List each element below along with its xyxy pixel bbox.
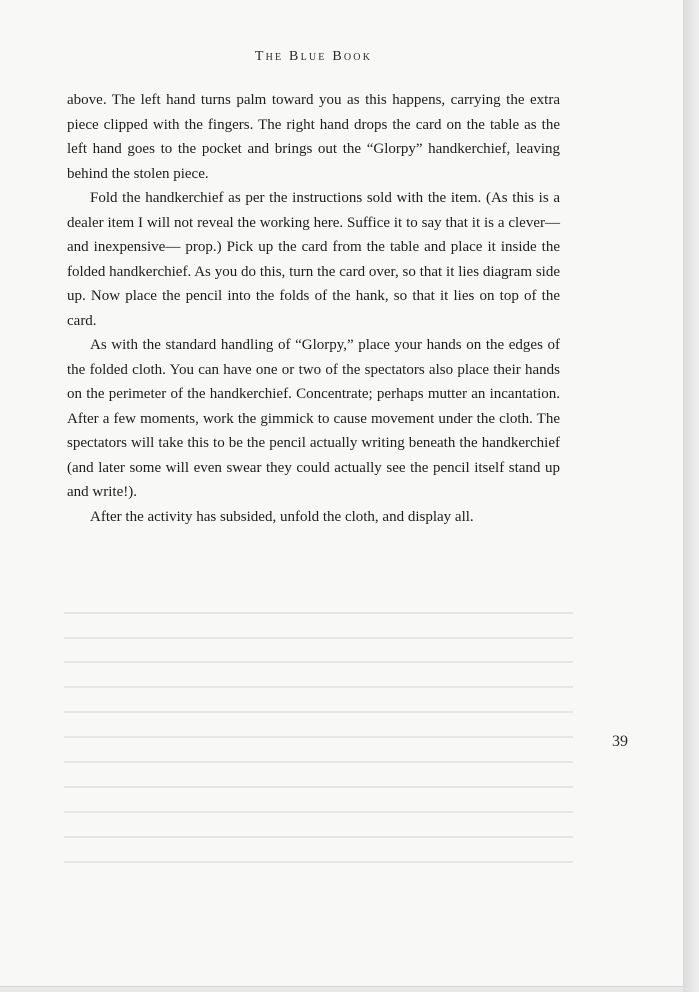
show-through-line bbox=[64, 736, 573, 738]
show-through-line bbox=[64, 637, 573, 639]
body-text bbox=[67, 88, 560, 529]
show-through-line bbox=[64, 786, 573, 788]
page-edge bbox=[683, 0, 699, 992]
show-through-line bbox=[64, 861, 573, 863]
show-through-line bbox=[64, 761, 573, 763]
show-through-line bbox=[64, 711, 573, 713]
show-through-line bbox=[64, 686, 573, 688]
show-through-line bbox=[64, 612, 573, 614]
paragraph: After the activity has subsided, unfold the cloth, and display all. bbox=[90, 508, 474, 525]
show-through-line bbox=[64, 836, 573, 838]
paragraph: above. The left hand turns palm toward you as this happens, carrying the extra piece clipped with the fingers. The right hand drops the card on the table as the left hand goes to the pocket and brings out the “Glorpy” handkerchief, leaving behind the stolen piece. bbox=[67, 92, 560, 182]
running-head: The Blue Book bbox=[254, 49, 373, 64]
paragraph: Fold the handkerchief as per the instructions sold with the item. (As this is a dealer item I will not reveal the working here. Suffice it to say that it is a clever—and inexpensive— prop.) Pick up the card from the table and place it inside the folded handkerchief. As you do this, turn the card over, so that it lies diagram side up. Now place the pencil into the folds of the hank, so that it lies on top of the card. bbox=[67, 190, 560, 329]
show-through-line bbox=[64, 661, 573, 663]
paragraph: As with the standard handling of “Glorpy,” place your hands on the edges of the folded cloth. You can have one or two of the spectators also place their hands on the perimeter of the handkerchief. Concentrate; perhaps mutter an incantation. After a few moments, work the gimmick to cause movement under the cloth. The spectators will take this to be the pencil actually writing beneath the handkerchief (and later some will even swear they could actually see the pencil itself stand up and write!). bbox=[67, 337, 560, 500]
page-number: 39 bbox=[612, 733, 628, 750]
show-through-line bbox=[64, 811, 573, 813]
